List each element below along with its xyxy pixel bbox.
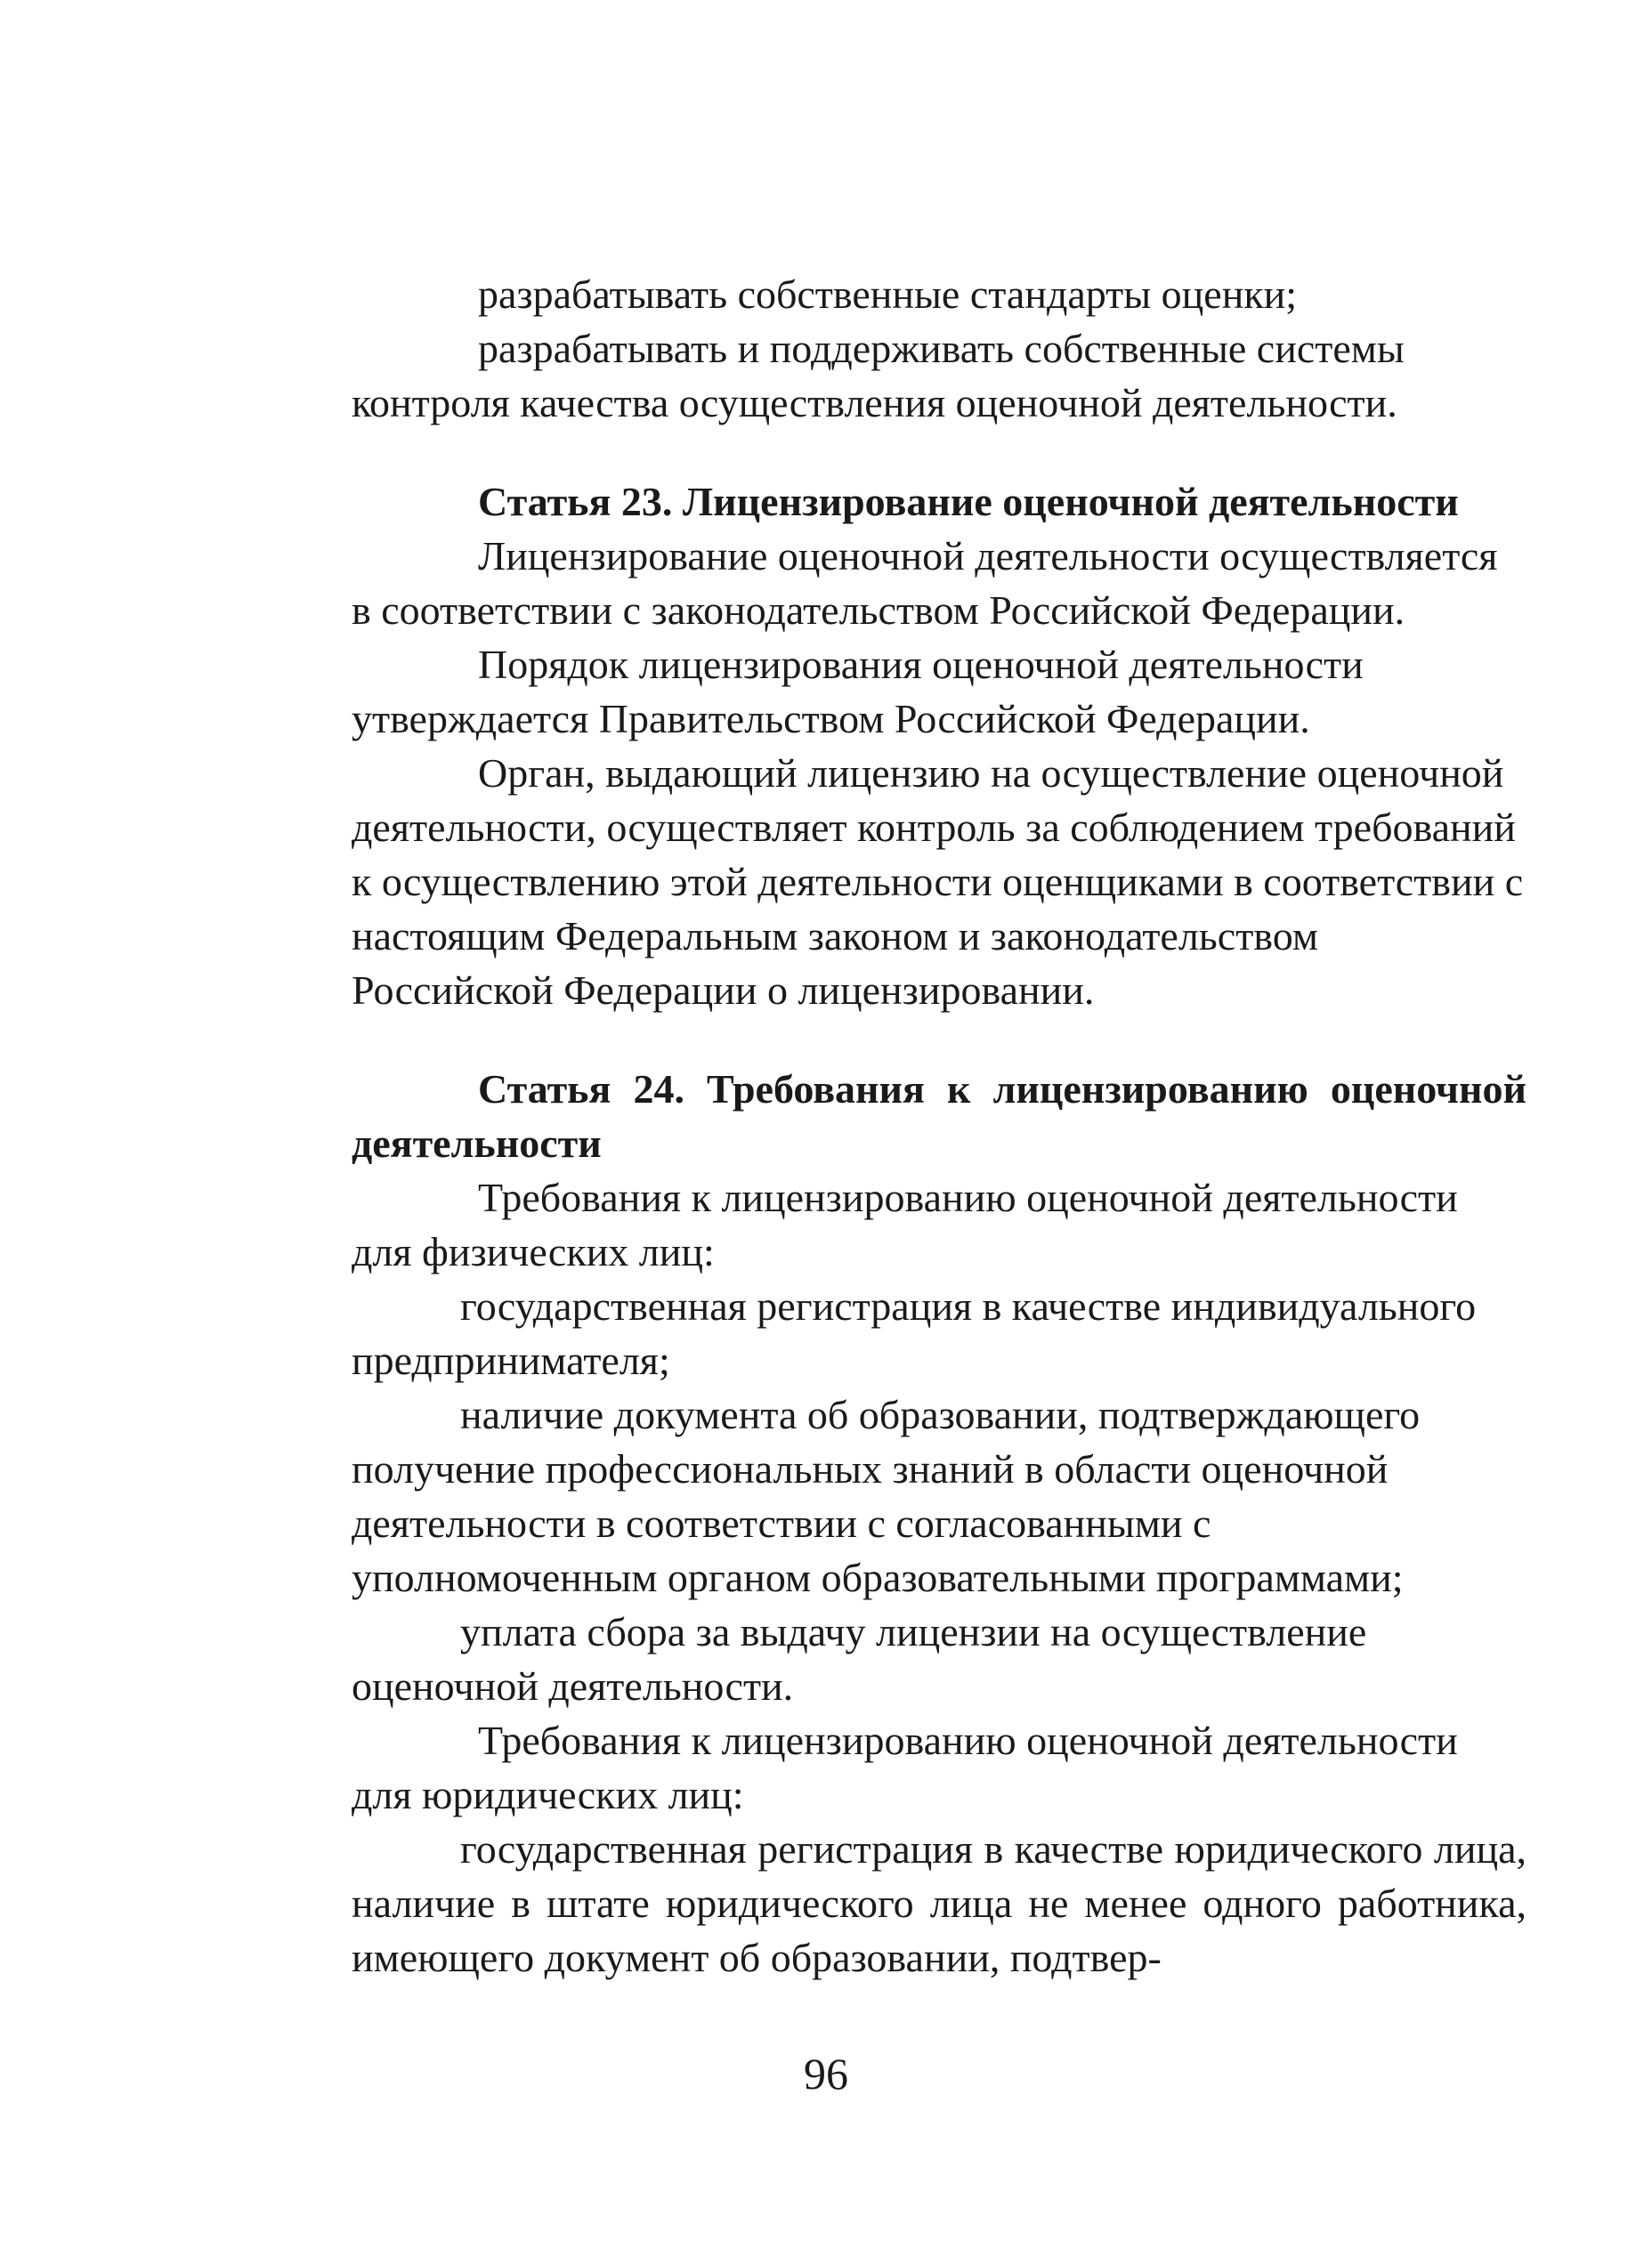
page-number: 96 <box>804 2049 848 2099</box>
article-24-title: Статья 24. Требования к лицензированию оценочной деятельности <box>352 1066 1526 1166</box>
article-24-list-item-3: уплата сбора за выдачу лицензии на осуществление оценочной деятельности. <box>352 1609 1367 1709</box>
document-page <box>352 267 1526 1985</box>
article-23-paragraph-1: Лицензирование оценочной деятельности осуществляется в соответствии с законодательством Российской Федерации. <box>352 533 1498 633</box>
article-24-list-item-1: государственная регистрация в качестве индивидуального предпринимателя; <box>352 1283 1477 1383</box>
article-24-paragraph-1: Требования к лицензированию оценочной деятельности для физических лиц: <box>352 1175 1458 1274</box>
article-23-paragraph-2: Порядок лицензирования оценочной деятельности утверждается Правительством Российской Федерации. <box>352 642 1364 741</box>
article-24-list-item-2: наличие документа об образовании, подтверждающего получение профессиональных знаний в области оценочной деятельности в соответствии с согласованными с уполномоченным органом образовательными программами; <box>352 1392 1421 1600</box>
section-gap <box>352 430 1526 474</box>
article-24-list-item-4: государственная регистрация в качестве юридического лица, наличие в штате юридического лица не менее одного работника, имеющего документ об образовании, подтвер- <box>352 1826 1526 1980</box>
intro-line-standards: разрабатывать собственные стандарты оценки; <box>478 271 1298 317</box>
section-gap <box>352 1017 1526 1062</box>
article-24-paragraph-2: Требования к лицензированию оценочной деятельности для юридических лиц: <box>352 1718 1458 1817</box>
article-23-paragraph-3: Орган, выдающий лицензию на осуществление оценочной деятельности, осуществляет контроль за соблюдением требований к осуществлению этой деятельности оценщиками в соответствии с настоящим Федеральным законом и законодательством Российской Федерации о лицензировании. <box>352 750 1524 1013</box>
intro-line-quality-control: разрабатывать и поддерживать собственные системы контроля качества осуществления оценочной деятельности. <box>352 326 1405 425</box>
article-23-title: Статья 23. Лицензирование оценочной деятельности <box>478 479 1459 524</box>
